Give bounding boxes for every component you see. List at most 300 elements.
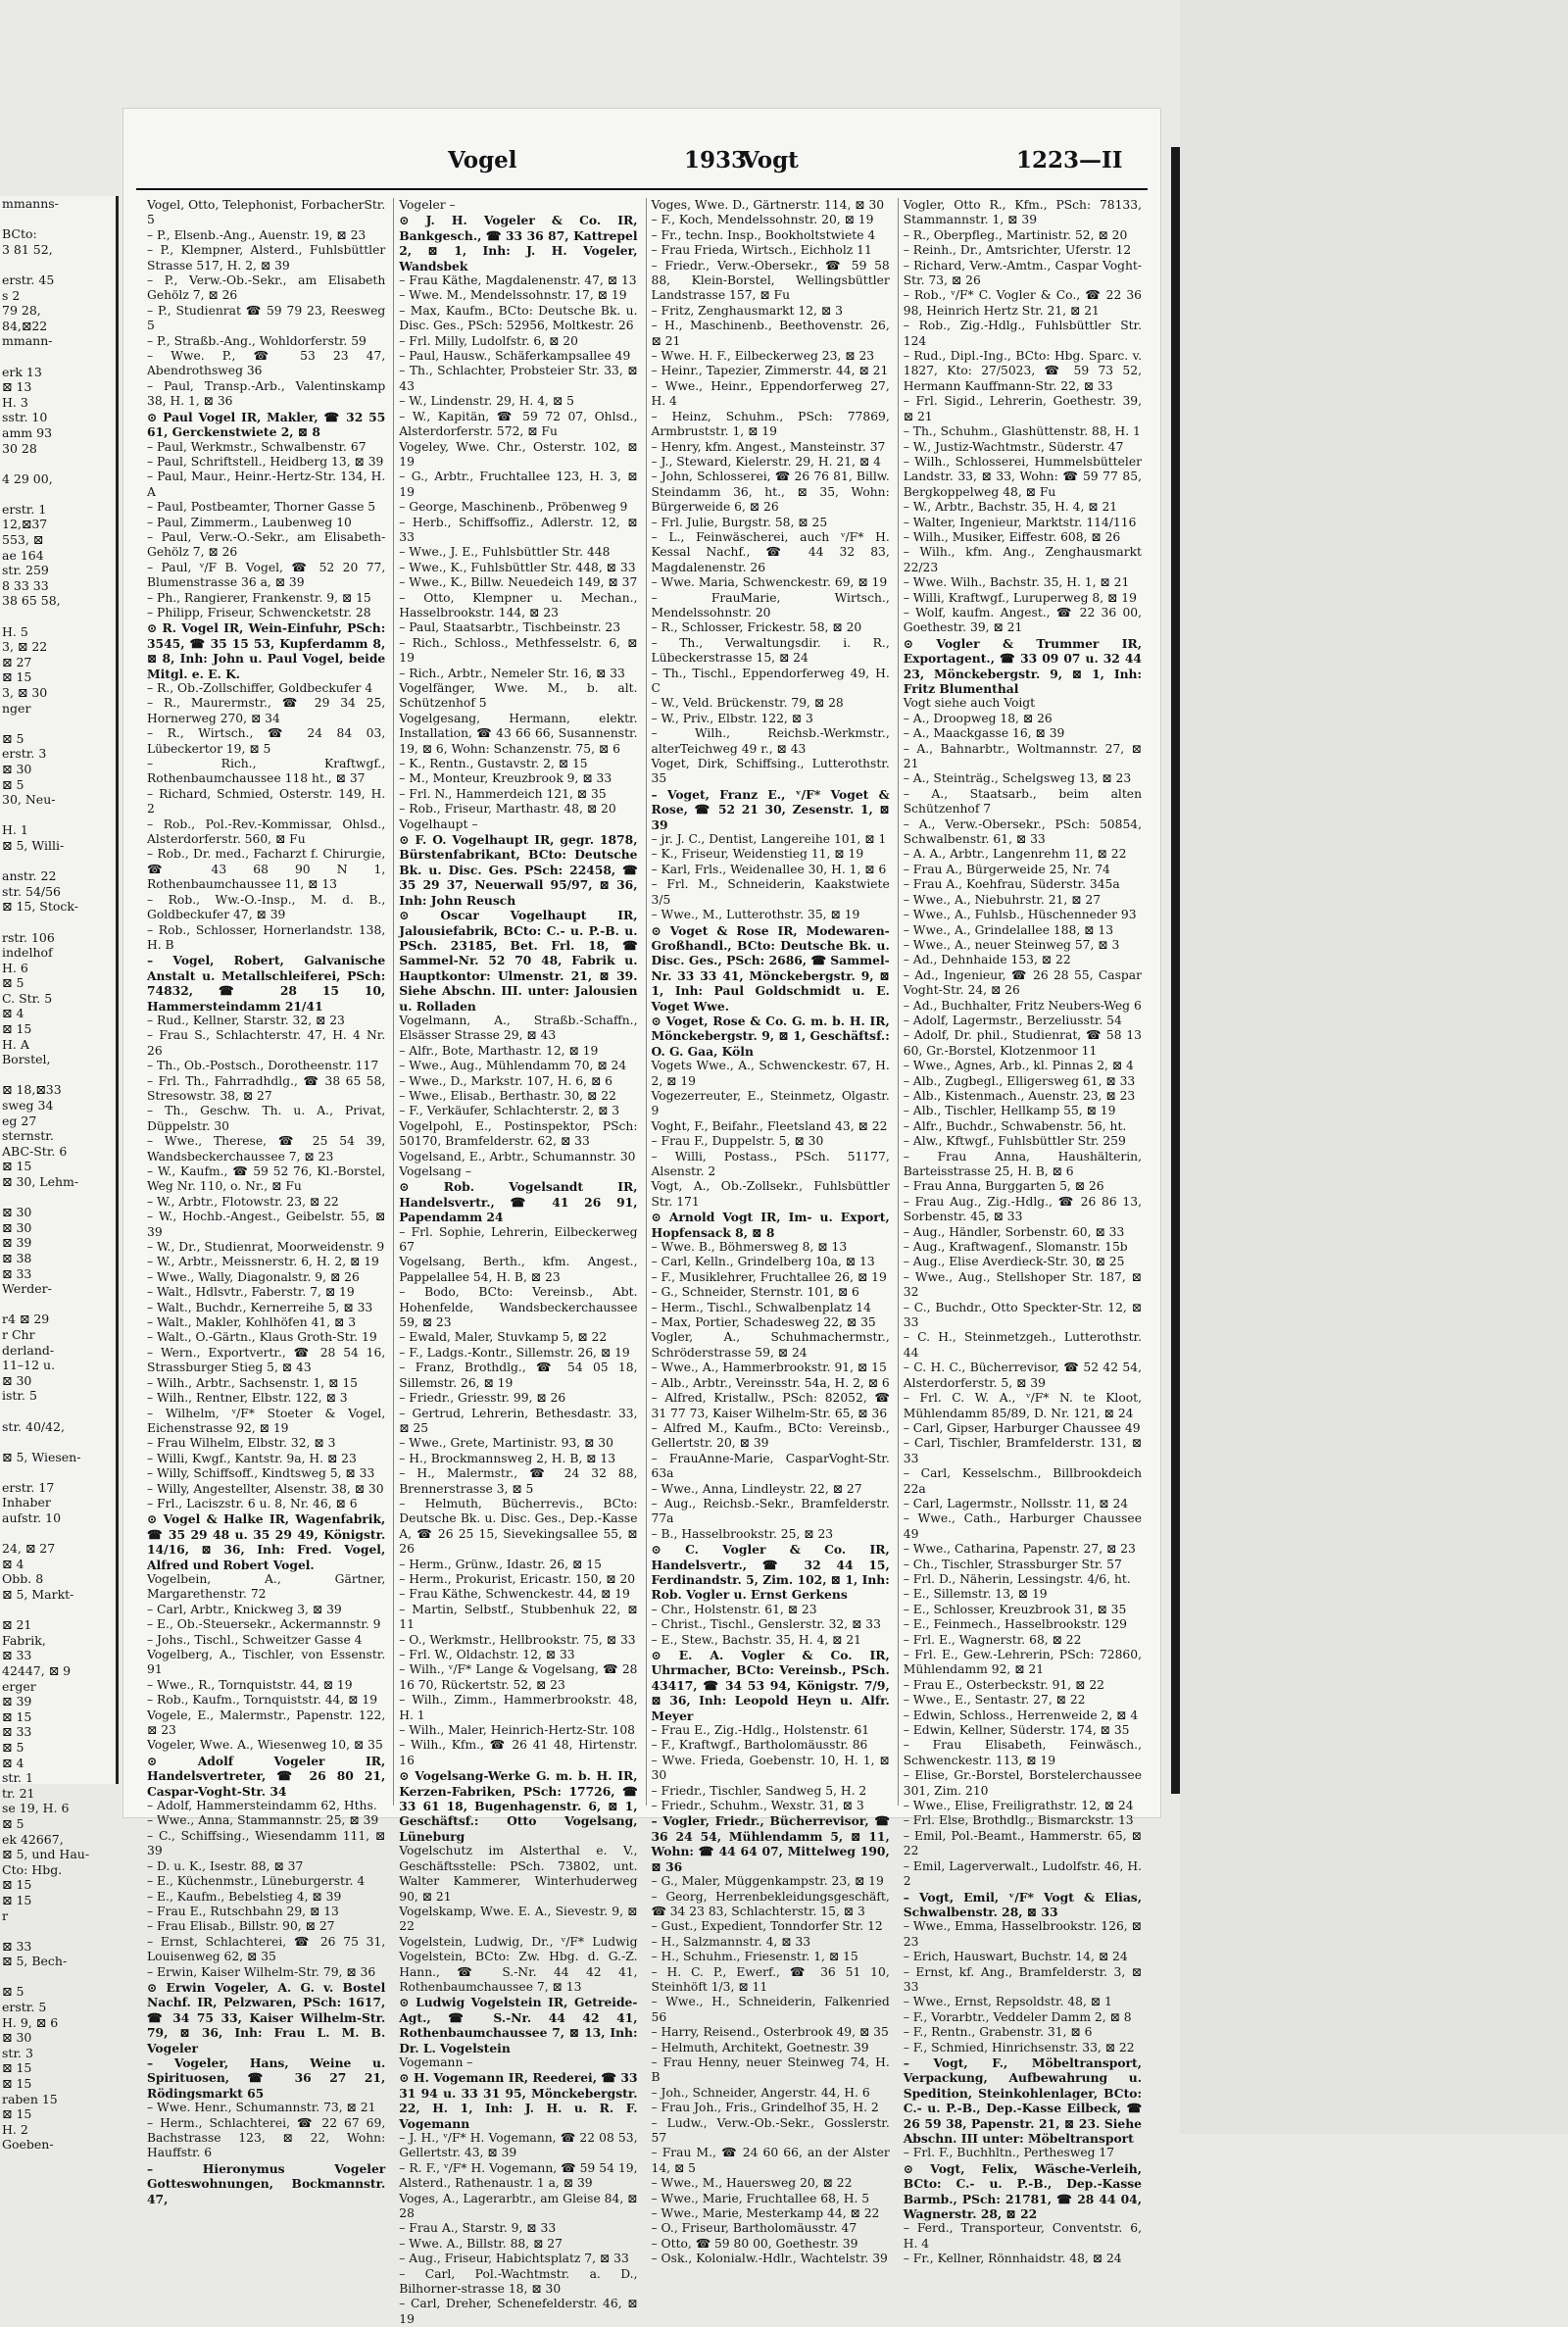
fragment-line: 30, Neu- [2, 792, 56, 808]
fragment-line: derland- [2, 1342, 55, 1358]
fragment-line: sternstr. [2, 1128, 54, 1144]
directory-entry: – Th., Tischl., Eppendorferweg 49, H. C [651, 666, 890, 695]
fragment-line [0, 1404, 116, 1419]
fragment-line [0, 456, 116, 471]
directory-entry: – Frau Aug., Zig.-Hdlg., ☎ 26 86 13, Sorbenstr. 45, ⊠ 33 [903, 1194, 1142, 1224]
directory-entry: – Frl. M., Schneiderin, Kaakstwiete 3/5 [651, 877, 890, 907]
directory-entry: – Paul, Transp.-Arb., Valentinskamp 38, H. 1, ⊠ 36 [147, 378, 386, 409]
fragment-line: ⊠ 4 [2, 1006, 24, 1021]
directory-entry: – Carl, Arbtr., Knickweg 3, ⊠ 39 [147, 1602, 342, 1616]
fragment-line: ⊠ 4 [2, 1755, 24, 1770]
directory-entry: – Wwe., D., Markstr. 107, H. 6, ⊠ 6 [399, 1073, 612, 1088]
fragment-line: 8 33 33 [2, 577, 49, 593]
directory-entry: – E., Stew., Bachstr. 35, H. 4, ⊠ 21 [651, 1632, 861, 1647]
directory-entry: – Frau A., Koehfrau, Süderstr. 345a [903, 877, 1120, 892]
directory-entry: – Frl. Sophie, Lehrerin, Eilbeckerweg 67 [399, 1224, 638, 1255]
directory-entry: – Paul, Hausw., Schäferkampsallee 49 [399, 349, 631, 364]
fragment-line: erstr. 3 [2, 746, 47, 762]
directory-entry: – Wwe. Wilh., Bachstr. 35, H. 1, ⊠ 21 [903, 575, 1130, 590]
directory-entry: – W., Hochb.-Angest., Geibelstr. 55, ⊠ 39 [147, 1210, 386, 1239]
directory-entry: ⊙ Vogelsang-Werke G. m. b. H. IR, Kerzen-Fabriken, PSch: 17726, ☎ 33 61 18, Bugenhagenstr. 6, ⊠ 1, Geschäftsf.: Otto Vogelsang, Lüneburg [399, 1768, 638, 1844]
directory-entry: Voget, Dirk, Schiffsing., Lutterothstr. 35 [651, 757, 890, 786]
directory-page [122, 108, 1161, 2326]
directory-entry: – Max, Portier, Schadesweg 22, ⊠ 35 [651, 1315, 876, 1330]
directory-entry: – Vogeler, Hans, Weine u. Spirituosen, ☎ 36 27 21, Rödingsmarkt 65 [147, 2055, 386, 2101]
fragment-line: ae 164 [2, 547, 44, 563]
fragment-line [0, 212, 116, 227]
directory-entry: – Wwe. A., Billstr. 88, ⊠ 27 [399, 2236, 563, 2251]
fragment-line [0, 1526, 116, 1542]
directory-entry: – A. A., Arbtr., Langenrehm 11, ⊠ 22 [903, 847, 1127, 862]
directory-entry: – Paul, ᵛ/F B. Vogel, ☎ 52 20 77, Blumenstrasse 36 a, ⊠ 39 [147, 560, 386, 590]
directory-entry: – Carl, Tischler, Bramfelderstr. 131, ⊠ 33 [903, 1436, 1142, 1465]
directory-entry: – Wilh., Rentner, Elbstr. 122, ⊠ 3 [147, 1391, 348, 1406]
directory-entry: – Frl. Th., Fahrradhdlg., ☎ 38 65 58, Stresowstr. 38, ⊠ 27 [147, 1073, 386, 1103]
page-edge-bar [1171, 147, 1180, 1794]
directory-entry: – Emil, Pol.-Beamt., Hammerstr. 65, ⊠ 22 [903, 1828, 1142, 1858]
directory-entry: – Wwe., Aug., Stellshoper Str. 187, ⊠ 32 [903, 1269, 1142, 1300]
directory-entry: – Osk., Kolonialw.-Hdlr., Wachtelstr. 39 [651, 2252, 888, 2266]
directory-entry: Vogelsang – [399, 1164, 471, 1178]
directory-entry: – Th., Geschw. Th. u. A., Privat, Düppelstr. 30 [147, 1104, 386, 1133]
directory-entry: – Helmuth, Bücherrevis., BCto: Deutsche Bk. u. Disc. Ges., Dep.-Kasse A, ☎ 26 25 15, Sievekingsallee 55, ⊠ 26 [399, 1496, 638, 1557]
directory-entry: – Th., Verwaltungsdir. i. R., Lübeckerstrasse 15, ⊠ 24 [651, 635, 890, 666]
fragment-line: mmanns- [2, 196, 59, 211]
directory-entry: – C., Schiffsing., Wiesendamm 111, ⊠ 39 [147, 1828, 386, 1858]
directory-entry: – Frl., Laciszstr. 6 u. 8, Nr. 46, ⊠ 6 [147, 1496, 358, 1510]
directory-entry: – Frl. Sigid., Lehrerin, Goethestr. 39, ⊠ 21 [903, 394, 1142, 423]
fragment-line: H. 6 [2, 960, 28, 975]
directory-entry: – Aug., Reichsb.-Sekr., Bramfelderstr. 77a [651, 1496, 890, 1526]
fragment-line: Inhaber [2, 1495, 51, 1510]
page-shadow [1180, 0, 1568, 2134]
directory-entry: – H., Brockmannsweg 2, H. B, ⊠ 13 [399, 1451, 616, 1465]
directory-entry: – Frl. F., Buchhltn., Perthesweg 17 [903, 2146, 1115, 2160]
directory-entry: – Wilhelm, ᵛ/F* Stoeter & Vogel, Eichenstrasse 92, ⊠ 19 [147, 1406, 386, 1435]
directory-entry: – R., Ob.-Zollschiffer, Goldbeckufer 4 [147, 681, 373, 695]
directory-entry: – Frl. C. W. A., ᵛ/F* N. te Kloot, Mühlendamm 85/89, D. Nr. 121, ⊠ 24 [903, 1391, 1142, 1420]
fragment-line: erstr. 45 [2, 272, 55, 287]
directory-entry: – Wwe., Heinr., Eppendorferweg 27, H. 4 [651, 378, 890, 409]
directory-entry: – Wwe., M., Hauersweg 20, ⊠ 22 [651, 2176, 853, 2191]
directory-entry: – Frau A., Bürgerweide 25, Nr. 74 [903, 862, 1110, 876]
fragment-line: Werder- [2, 1281, 52, 1297]
directory-entry: – Willi, Kraftwgf., Luruperweg 8, ⊠ 19 [903, 590, 1137, 605]
directory-entry: – Paul, Werkmstr., Schwalbenstr. 67 [147, 439, 367, 454]
fragment-line: 553, ⊠ [2, 532, 44, 548]
directory-entry: – Max, Kaufm., BCto: Deutsche Bk. u. Disc. Ges., PSch: 52956, Moltkestr. 26 [399, 303, 638, 333]
header-right-name: Vogt [742, 147, 799, 173]
directory-entry: – Fritz, Zenghausmarkt 12, ⊠ 3 [651, 303, 843, 318]
fragment-line: ⊠ 5, Bech- [2, 1954, 68, 1969]
directory-entry: Vogezerreuter, E., Steinmetz, Olgastr. 9 [651, 1088, 890, 1118]
directory-entry: – Rob., Zig.-Hdlg., Fuhlsbüttler Str. 124 [903, 319, 1142, 348]
fragment-line: erstr. 5 [2, 2000, 47, 2015]
fragment-line: ⊠ 5 [2, 776, 24, 792]
directory-entry: – Wilh., Musiker, Eiffestr. 608, ⊠ 26 [903, 529, 1121, 544]
directory-entry: Vogt siehe auch Voigt [903, 696, 1036, 711]
directory-entry: – Ludw., Verw.-Ob.-Sekr., Gosslerstr. 57 [651, 2115, 890, 2145]
directory-entry: ⊙ Ludwig Vogelstein IR, Getreide-Agt., ☎ S.-Nr. 44 42 41, Rothenbaumchaussee 7, ⊠ 13, Inh: Dr. L. Vogelstein [399, 1995, 638, 2055]
directory-entry: – Aug., Händler, Sorbenstr. 60, ⊠ 33 [903, 1224, 1125, 1239]
directory-entry: – D. u. K., Isestr. 88, ⊠ 37 [147, 1858, 304, 1873]
directory-entry: – Alfr., Bote, Marthastr. 12, ⊠ 19 [399, 1043, 599, 1058]
directory-entry: – F., Verkäufer, Schlachterstr. 2, ⊠ 3 [399, 1104, 620, 1118]
directory-entry: – Vogt, Emil, ᵛ/F* Vogt & Elias, Schwalbenstr. 28, ⊠ 33 [903, 1889, 1142, 1919]
directory-entry: – M., Monteur, Kreuzbrook 9, ⊠ 33 [399, 771, 612, 786]
directory-entry: – Wwe., J. E., Fuhlsbüttler Str. 448 [399, 545, 611, 560]
directory-entry: – Paul, Zimmerm., Laubenweg 10 [147, 515, 352, 529]
directory-entry: ⊙ J. H. Vogeler & Co. IR, Bankgesch., ☎ 33 36 87, Kattrepel 2, ⊠ 1, Inh: J. H. Vogeler, Wandsbek [399, 213, 638, 273]
directory-entry: Vogele, E., Malermstr., Papenstr. 122, ⊠ 23 [147, 1708, 386, 1738]
fragment-line: 30 28 [2, 440, 37, 456]
directory-entry: Vogler, A., Schuhmachermstr., Schröderstrasse 59, ⊠ 24 [651, 1330, 890, 1360]
directory-entry: ⊙ Paul Vogel IR, Makler, ☎ 32 55 61, Gerckenstwiete 2, ⊠ 8 [147, 409, 386, 440]
directory-entry: Vogelhaupt – [399, 817, 478, 831]
directory-entry: – W., Kapitän, ☎ 59 72 07, Ohlsd., Alsterdorferstr. 572, ⊠ Fu [399, 409, 638, 439]
directory-entry: – Erwin, Kaiser Wilhelm-Str. 79, ⊠ 36 [147, 1964, 376, 1979]
directory-entry: – Wwe., A., Hammerbrookstr. 91, ⊠ 15 [651, 1361, 887, 1375]
directory-entry: – Frau A., Starstr. 9, ⊠ 33 [399, 2221, 557, 2236]
directory-entry: – Paul, Schriftstell., Heidberg 13, ⊠ 39 [147, 454, 384, 469]
directory-entry: – Frl. W., Oldachstr. 12, ⊠ 33 [399, 1648, 575, 1661]
directory-entry: Vogelschutz im Alsterthal e. V., Geschäftsstelle: PSch. 73802, unt. Walter Kammerer, Winterhuderweg 90, ⊠ 21 [399, 1844, 638, 1904]
directory-entry: – G., Schneider, Sternstr. 101, ⊠ 6 [651, 1285, 859, 1300]
directory-entry: – E., Ob.-Steuersekr., Ackermannstr. 9 [147, 1617, 381, 1632]
directory-entry: – Harry, Reisend., Osterbrook 49, ⊠ 35 [651, 2025, 889, 2040]
directory-entry: – Edwin, Kellner, Süderstr. 174, ⊠ 35 [903, 1723, 1130, 1738]
fragment-line: tr. 21 [2, 1785, 35, 1801]
fragment-line: rstr. 106 [2, 929, 55, 945]
directory-entry: – A., Bahnarbtr., Woltmannstr. 27, ⊠ 21 [903, 741, 1142, 771]
fragment-line [0, 349, 116, 365]
fragment-line: ⊠ 21 [2, 1617, 32, 1633]
directory-entry: ⊙ Arnold Vogt IR, Im- u. Export, Hopfensack 8, ⊠ 8 [651, 1210, 890, 1240]
directory-entry: – Otto, ☎ 59 80 00, Goethestr. 39 [651, 2236, 858, 2251]
directory-entry: – Rob., Friseur, Marthastr. 48, ⊠ 20 [399, 802, 616, 817]
directory-entry: – Emil, Lagerverwalt., Ludolfstr. 46, H. 2 [903, 1858, 1142, 1889]
directory-entry: – Paul, Verw.-O.-Sekr., am Elisabeth-Gehölz 7, ⊠ 26 [147, 529, 386, 560]
directory-entry: – Wwe., E., Sentastr. 27, ⊠ 22 [903, 1693, 1086, 1708]
directory-entry: – Wwe., A., Grindelallee 188, ⊠ 13 [903, 922, 1114, 937]
directory-entry: – P., Studienrat ☎ 59 79 23, Reesweg 5 [147, 303, 386, 333]
directory-entry: – Rud., Kellner, Starstr. 32, ⊠ 23 [147, 1013, 345, 1027]
directory-entry: – H., Salzmannstr. 4, ⊠ 33 [651, 1934, 811, 1949]
directory-entry: – F., Koch, Mendelssohnstr. 20, ⊠ 19 [651, 213, 874, 227]
directory-entry: – Erich, Hauswart, Buchstr. 14, ⊠ 24 [903, 1950, 1128, 1964]
directory-entry: – Alb., Arbtr., Vereinsstr. 54a, H. 2, ⊠ 6 [651, 1375, 890, 1390]
directory-entry: – Th., Schlachter, Probsteier Str. 33, ⊠ 43 [399, 364, 638, 393]
fragment-line: sstr. 10 [2, 410, 48, 425]
directory-entry: – Th., Ob.-Postsch., Dorotheenstr. 117 [147, 1059, 379, 1073]
directory-entry: – Ad., Buchhalter, Fritz Neubers-Weg 6 [903, 998, 1142, 1013]
directory-entry: – Chr., Holstenstr. 61, ⊠ 23 [651, 1602, 817, 1616]
directory-entry: ⊙ Vogler & Trummer IR, Exportagent., ☎ 33 09 07 u. 32 44 23, Mönckebergstr. 9, ⊠ 1, Inh: Fritz Blumenthal [903, 635, 1142, 696]
fragment-line: Fabrik, [2, 1632, 46, 1648]
directory-entry: – Vogler, Friedr., Bücherrevisor, ☎ 36 24 54, Mühlendamm 5, ⊠ 11, Wohn: ☎ 44 64 07, Mittelweg 190, ⊠ 36 [651, 1813, 890, 1874]
directory-entry: – Walt., Makler, Kohlhöfen 41, ⊠ 3 [147, 1315, 357, 1330]
directory-entry: – Alb., Kistenmach., Auenstr. 23, ⊠ 23 [903, 1088, 1136, 1103]
directory-entry: – Wwe. Frieda, Goebenstr. 10, H. 1, ⊠ 30 [651, 1753, 890, 1783]
directory-entry: – G., Maler, Müggenkampstr. 23, ⊠ 19 [651, 1874, 884, 1889]
directory-entry: – Heinr., Tapezier, Zimmerstr. 44, ⊠ 21 [651, 364, 889, 378]
fragment-line: Cto: Hbg. [2, 1861, 63, 1877]
directory-entry: – Rud., Dipl.-Ing., BCto: Hbg. Sparc. v. 1827, Kto: 27/5023, ☎ 59 73 52, Hermann Kauffmann-Str. 22, ⊠ 33 [903, 349, 1142, 393]
fragment-line: ⊠ 4 [2, 1556, 24, 1571]
fragment-line: str. 3 [2, 2045, 33, 2060]
directory-entry: – Frau F., Duppelstr. 5, ⊠ 30 [651, 1134, 824, 1149]
directory-entry: – Carl, Kelln., Grindelberg 10a, ⊠ 13 [651, 1255, 875, 1269]
directory-entry: – Rob., Pol.-Rev.-Kommissar, Ohlsd., Alsterdorferstr. 560, ⊠ Fu [147, 817, 386, 847]
directory-entry: – Adolf, Lagermstr., Berzeliusstr. 54 [903, 1013, 1122, 1027]
directory-entry: – W., Justiz-Wachtmstr., Süderstr. 47 [903, 439, 1124, 454]
directory-entry: – Frau E., Osterbeckstr. 91, ⊠ 22 [903, 1677, 1104, 1692]
fragment-line: Obb. 8 [2, 1571, 44, 1587]
directory-entry: – Wwe. Maria, Schwenckestr. 69, ⊠ 19 [651, 575, 888, 590]
directory-entry: – Otto, Klempner u. Mechan., Hasselbrookstr. 144, ⊠ 23 [399, 590, 638, 619]
directory-entry: – Georg, Herrenbekleidungsgeschäft, ☎ 34 23 83, Schlachterstr. 15, ⊠ 3 [651, 1889, 890, 1918]
fragment-line: erstr. 1 [2, 501, 47, 517]
directory-entry: – E., Küchenmstr., Lüneburgerstr. 4 [147, 1874, 366, 1889]
directory-entry: – Wwe. M., Mendelssohnstr. 17, ⊠ 19 [399, 288, 627, 303]
fragment-line: 3, ⊠ 30 [2, 685, 48, 700]
directory-entry: – Paul, Postbeamter, Thorner Gasse 5 [147, 500, 376, 515]
directory-entry: – Wwe., Aug., Mühlendamm 70, ⊠ 24 [399, 1059, 627, 1073]
fragment-line: ⊠ 38 [2, 1250, 32, 1265]
directory-entry: Vogelsand, E., Arbtr., Schumannstr. 30 [399, 1149, 636, 1164]
directory-entry: – Wwe., Marie, Fruchtallee 68, H. 5 [651, 2191, 870, 2205]
directory-entry: ⊙ Erwin Vogeler, A. G. v. Bostel Nachf. IR, Pelzwaren, PSch: 1617, ☎ 34 75 33, Kaiser Wilhelm-Str. 79, ⊠ 36, Inh: Frau L. M. B. Vogeler [147, 1979, 386, 2055]
fragment-line: 79 28, [2, 303, 41, 319]
directory-entry: – Frl. Milly, Ludolfstr. 6, ⊠ 20 [399, 333, 578, 348]
directory-entry: – John, Schlosserei, ☎ 26 76 81, Billw. Steindamm 36, ht., ⊠ 35, Wohn: Bürgerweide 6, ⊠ 26 [651, 470, 890, 515]
directory-entry: – H., Maschinenb., Beethovenstr. 26, ⊠ 21 [651, 319, 890, 348]
fragment-line: ⊠ 39 [2, 1694, 32, 1709]
column-2 [393, 198, 638, 2326]
fragment-line: H. 1 [2, 822, 28, 838]
directory-entry: – Wwe., Therese, ☎ 25 54 39, Wandsbeckerchaussee 7, ⊠ 23 [147, 1134, 386, 1164]
fragment-line: r Chr [2, 1326, 35, 1342]
directory-entry: – P., Klempner, Alsterd., Fuhlsbüttler Strasse 517, H. 2, ⊠ 39 [147, 243, 386, 272]
directory-entry: – Wwe., K., Fuhlsbüttler Str. 448, ⊠ 33 [399, 560, 636, 574]
fragment-line: str. 259 [2, 563, 49, 578]
fragment-line: r [2, 1907, 8, 1923]
directory-entry: – Herm., Tischl., Schwalbenplatz 14 [651, 1300, 871, 1314]
directory-entry: Vogeley, Wwe. Chr., Osterstr. 102, ⊠ 19 [399, 439, 638, 469]
directory-entry: – Ph., Rangierer, Frankenstr. 9, ⊠ 15 [147, 590, 371, 605]
directory-entry: – Carl, Kesselschm., Billbrookdeich 22a [903, 1466, 1142, 1496]
directory-entry: – R., Wirtsch., ☎ 24 84 03, Lübeckertor 19, ⊠ 5 [147, 726, 386, 756]
directory-entry: – Frau E., Zig.-Hdlg., Holstenstr. 61 [651, 1723, 870, 1738]
header-left-name: Vogel [448, 147, 517, 173]
fragment-line: ⊠ 5 [2, 1739, 24, 1755]
directory-entry: ⊙ F. O. Vogelhaupt IR, gegr. 1878, Bürstenfabrikant, BCto: Deutsche Bk. u. Disc. Ges. PSch: 22458, ☎ 35 29 37, Neuerwall 95/97, ⊠ 36, Inh: John Reusch [399, 832, 638, 908]
directory-entry: – Frau Elisab., Billstr. 90, ⊠ 27 [147, 1919, 335, 1934]
directory-entry: – Herb., Schiffsoffiz., Adlerstr. 12, ⊠ 33 [399, 515, 638, 544]
fragment-line: BCto: [2, 226, 37, 242]
fragment-line: ⊠ 15 [2, 1708, 32, 1724]
fragment-line: ⊠ 5, Markt- [2, 1587, 74, 1603]
directory-entry: – Wilh., Schlosserei, Hummelsbütteler Landstr. 33, ⊠ 33, Wohn: ☎ 59 77 85, Bergkoppelweg 48, ⊠ Fu [903, 454, 1142, 499]
fragment-line: ⊠ 39 [2, 1235, 32, 1251]
directory-entry: – Walt., O.-Gärtn., Klaus Groth-Str. 19 [147, 1330, 377, 1345]
fragment-line [0, 609, 116, 624]
directory-entry: – R. F., ᵛ/F* H. Vogemann, ☎ 59 54 19, Alsterd., Rathenaustr. 1 a, ⊠ 39 [399, 2160, 638, 2191]
directory-entry: – Wwe., M., Lutterothstr. 35, ⊠ 19 [651, 908, 860, 922]
fragment-line: ⊠ 33 [2, 1938, 32, 1954]
directory-entry: – Alw., Kftwgf., Fuhlsbüttler Str. 259 [903, 1134, 1126, 1149]
directory-entry: Vogelskamp, Wwe. E. A., Sievestr. 9, ⊠ 22 [399, 1904, 638, 1934]
directory-entry: – Christ., Tischl., Genslerstr. 32, ⊠ 33 [651, 1617, 881, 1632]
directory-entry: Voges, A., Lagerarbtr., am Gleise 84, ⊠ 28 [399, 2191, 638, 2221]
directory-entry: – Ernst, kf. Ang., Bramfelderstr. 3, ⊠ 33 [903, 1964, 1142, 1994]
fragment-line: s 2 [2, 287, 21, 303]
directory-entry: – Richard, Verw.-Amtm., Caspar Voght-Str. 73, ⊠ 26 [903, 258, 1142, 288]
fragment-line: ⊠ 33 [2, 1265, 32, 1281]
fragment-line: amm 93 [2, 424, 53, 440]
directory-entry: – Wwe., Catharina, Papenstr. 27, ⊠ 23 [903, 1542, 1136, 1557]
directory-entry: – Herm., Schlachterei, ☎ 22 67 69, Bachstrasse 123, ⊠ 22, Wohn: Hauffstr. 6 [147, 2115, 386, 2160]
directory-entry: – Frau S., Schlachterstr. 47, H. 4 Nr. 26 [147, 1028, 386, 1058]
directory-entry: – E., Feinmech., Hasselbrookstr. 129 [903, 1617, 1127, 1632]
directory-entry: ⊙ H. Vogemann IR, Reederei, ☎ 33 31 94 u. 33 31 95, Mönckebergstr. 22, H. 1, Inh: J. H. u. R. F. Vogemann [399, 2070, 638, 2131]
directory-entry: ⊙ Voget, Rose & Co. G. m. b. H. IR, Mönckebergstr. 9, ⊠ 1, Geschäftsf.: O. G. Gaa, Köln [651, 1013, 890, 1059]
directory-entry: – Wwe., H., Schneiderin, Falkenried 56 [651, 1995, 890, 2024]
directory-entry: – Elise, Gr.-Borstel, Borstelerchaussee 301, Zim. 210 [903, 1768, 1142, 1798]
directory-entry: Vogelmann, A., Straßb.-Schaffn., Elsässer Strasse 29, ⊠ 43 [399, 1013, 638, 1043]
directory-entry: – Reinh., Dr., Amtsrichter, Uferstr. 12 [903, 243, 1132, 258]
directory-entry: – P., Straßb.-Ang., Wohldorferstr. 59 [147, 333, 367, 348]
fragment-line: ek 42667, [2, 1831, 64, 1847]
directory-entry: – Paul, Maur., Heinr.-Hertz-Str. 134, H. A [147, 470, 386, 499]
directory-entry: – Friedr., Schuhm., Wexstr. 31, ⊠ 3 [651, 1799, 864, 1813]
directory-entry: – W., Arbtr., Meissnerstr. 6, H. 2, ⊠ 19 [147, 1255, 379, 1269]
directory-entry: – W., Dr., Studienrat, Moorweidenstr. 9 [147, 1240, 385, 1255]
directory-entry: – Walter, Ingenieur, Marktstr. 114/116 [903, 515, 1137, 529]
fragment-line: ⊠ 13 [2, 379, 32, 395]
directory-entry: – Adolf, Dr. phil., Studienrat, ☎ 58 13 60, Gr.-Borstel, Klotzenmoor 11 [903, 1028, 1142, 1058]
directory-entry: – Vogel, Robert, Galvanische Anstalt u. Metallschleiferei, PSch: 74832, ☎ 28 15 10, Hammersteindamm 21/41 [147, 953, 386, 1014]
fragment-line [0, 1297, 116, 1312]
directory-entry: – Frau Anna, Burggarten 5, ⊠ 26 [903, 1179, 1104, 1194]
directory-entry: – O., Friseur, Bartholomäusstr. 47 [651, 2221, 858, 2236]
directory-entry: – B., Hasselbrookstr. 25, ⊠ 23 [651, 1526, 834, 1541]
fragment-line: erstr. 17 [2, 1479, 55, 1495]
directory-entry: – Henry, kfm. Angest., Mansteinstr. 37 [651, 439, 886, 454]
directory-entry: Vogelsang, Berth., kfm. Angest., Pappelallee 54, H. B, ⊠ 23 [399, 1255, 638, 1284]
directory-entry: – Karl, Frls., Weidenallee 30, H. 1, ⊠ 6 [651, 862, 887, 876]
fragment-line: ⊠ 27 [2, 654, 32, 669]
directory-entry: Vogets Wwe., A., Schwenckestr. 67, H. 2, ⊠ 19 [651, 1059, 890, 1088]
directory-entry: – Th., Schuhm., Glashüttenstr. 88, H. 1 [903, 424, 1141, 439]
directory-entry: – Wwe., Marie, Mesterkamp 44, ⊠ 22 [651, 2206, 880, 2221]
directory-entry: Vogler, Otto R., Kfm., PSch: 78133, Stammannstr. 1, ⊠ 39 [903, 198, 1142, 227]
column-1 [142, 198, 386, 2206]
directory-entry: – Ad., Dehnhaide 153, ⊠ 22 [903, 953, 1071, 967]
fragment-line: Borstel, [2, 1052, 51, 1067]
directory-entry: – Martin, Selbstf., Stubbenhuk 22, ⊠ 11 [399, 1602, 638, 1632]
fragment-line: 12,⊠37 [2, 517, 48, 532]
directory-entry: – R., Schlosser, Frickestr. 58, ⊠ 20 [651, 620, 862, 635]
fragment-line: H. 9, ⊠ 6 [2, 2014, 59, 2030]
directory-entry: – Wwe. B., Böhmersweg 8, ⊠ 13 [651, 1240, 848, 1255]
directory-entry: – Wwe., Cath., Harburger Chaussee 49 [903, 1511, 1142, 1541]
fragment-line [0, 1464, 116, 1480]
fragment-line: se 19, H. 6 [2, 1801, 70, 1816]
fragment-line: ⊠ 15 [2, 1021, 32, 1037]
directory-entry: – Frau Anna, Haushälterin, Barteisstrasse 25, H. B, ⊠ 6 [903, 1149, 1142, 1178]
fragment-line: ⊠ 15 [2, 669, 32, 685]
fragment-line: 42447, ⊠ 9 [2, 1663, 72, 1678]
directory-entry: – F., Ladgs.-Kontr., Sillemstr. 26, ⊠ 19 [399, 1345, 630, 1360]
fragment-line: ⊠ 15 [2, 2060, 32, 2076]
fragment-line: C. Str. 5 [2, 990, 53, 1006]
directory-entry: – W., Lindenstr. 29, H. 4, ⊠ 5 [399, 394, 574, 409]
directory-entry: – A., Droopweg 18, ⊠ 26 [903, 711, 1053, 725]
directory-entry: – Willy, Schiffsoff., Kindtsweg 5, ⊠ 33 [147, 1466, 375, 1481]
directory-entry: Vogeler – [399, 198, 456, 212]
directory-entry: Voges, Wwe. D., Gärtnerstr. 114, ⊠ 30 [651, 198, 885, 212]
directory-entry: – Fr., techn. Insp., Bookholtstwiete 4 [651, 227, 876, 242]
directory-entry: – Alb., Tischler, Hellkamp 55, ⊠ 19 [903, 1104, 1116, 1118]
fragment-line [0, 716, 116, 731]
directory-entry: ⊙ E. A. Vogler & Co. IR, Uhrmacher, BCto: Vereinsb., PSch. 43417, ☎ 34 53 94, Königstr. 7/9, ⊠ 36, Inh: Leopold Heyn u. Alfr. Meyer [651, 1648, 890, 1723]
directory-entry: – Rich., Kraftwgf., Rothenbaumchaussee 118 ht., ⊠ 37 [147, 757, 386, 786]
directory-entry: – H. C. P., Ewerf., ☎ 36 51 10, Steinhöft 1/3, ⊠ 11 [651, 1964, 890, 1994]
directory-entry: – Wilh., Kfm., ☎ 26 41 48, Hirtenstr. 16 [399, 1738, 638, 1767]
directory-entry: Vogelstein, Ludwig, Dr., ᵛ/F* Ludwig Vogelstein, BCto: Zw. Hbg. d. G.-Z. Hann., ☎ S.-Nr. 44 42 41, Rothenbaumchaussee 7, ⊠ 13 [399, 1934, 638, 1994]
fragment-line: ⊠ 33 [2, 1724, 32, 1740]
directory-entry: – Frl. E., Wagnerstr. 68, ⊠ 22 [903, 1632, 1082, 1647]
directory-entry: – Heinz, Schuhm., PSch: 77869, Armbruststr. 1, ⊠ 19 [651, 409, 890, 439]
directory-entry: – Rob., ᵛ/F* C. Vogler & Co., ☎ 22 36 98, Heinrich Hertz Str. 21, ⊠ 21 [903, 288, 1142, 318]
fragment-line [0, 1434, 116, 1450]
directory-entry: – Friedr., Verw.-Obersekr., ☎ 59 58 88, Klein-Borstel, Wellingsbüttler Landstrasse 157, ⊠ Fu [651, 258, 890, 303]
directory-entry: – FrauMarie, Wirtsch., Mendelssohnstr. 20 [651, 590, 890, 619]
directory-entry: – Walt., Buchdr., Kernerreihe 5, ⊠ 33 [147, 1300, 373, 1314]
directory-entry: – Frl. Else, Brothdlg., Bismarckstr. 13 [903, 1813, 1134, 1828]
directory-entry: – A., Verw.-Obersekr., PSch: 50854, Schwalbenstr. 61, ⊠ 33 [903, 817, 1142, 847]
fragment-line: ⊠ 15 [2, 1892, 32, 1907]
directory-entry: – Aug., Kraftwagenf., Slomanstr. 15b [903, 1240, 1128, 1255]
directory-entry: – Wwe., Grete, Martinistr. 93, ⊠ 30 [399, 1436, 613, 1451]
directory-entry: – Aug., Elise Averdieck-Str. 30, ⊠ 25 [903, 1255, 1125, 1269]
fragment-line: str. 40/42, [2, 1418, 65, 1434]
directory-entry: – Joh., Schneider, Angerstr. 44, H. 6 [651, 2085, 870, 2100]
directory-entry: – Vogt, F., Möbeltransport, Verpackung, Aufbewahrung u. Spedition, Steinkohlenlager, BCto: C.- u. P.-B., Dep.-Kasse Eilbeck, ☎ 26 59 38, Papenstr. 21, ⊠ 23. Siehe Abschn. III unter: Möbeltransport [903, 2055, 1142, 2146]
directory-entry: – W., Arbtr., Flotowstr. 23, ⊠ 22 [147, 1194, 339, 1209]
directory-entry: – Ernst, Schlachterei, ☎ 26 75 31, Louisenweg 62, ⊠ 35 [147, 1934, 386, 1964]
fragment-line: eg 27 [2, 1113, 37, 1128]
directory-entry: Vogemann – [399, 2055, 473, 2069]
directory-entry: – Frl. D., Näherin, Lessingstr. 4/6, ht. [903, 1571, 1131, 1586]
fragment-line [0, 1603, 116, 1618]
directory-entry: – Johs., Tischl., Schweitzer Gasse 4 [147, 1632, 363, 1647]
directory-entry: – O., Werkmstr., Hellbrookstr. 75, ⊠ 33 [399, 1632, 636, 1647]
directory-entry: – jr. J. C., Dentist, Langereihe 101, ⊠ 1 [651, 832, 887, 847]
fragment-line [0, 257, 116, 272]
directory-entry: – Hieronymus Vogeler Gotteswohnungen, Bockmannstr. 47, [147, 2160, 386, 2206]
fragment-line: ⊠ 15 [2, 1877, 32, 1893]
header-page-number: 1223—II [1016, 147, 1123, 173]
directory-entry: – Franz, Brothdlg., ☎ 54 05 18, Sillemstr. 26, ⊠ 19 [399, 1361, 638, 1390]
directory-entry: – Wwe., Emma, Hasselbrookstr. 126, ⊠ 23 [903, 1919, 1142, 1949]
fragment-line: ⊠ 30 [2, 1219, 32, 1235]
directory-entry: – Wwe., Ernst, Repsoldstr. 48, ⊠ 1 [903, 1995, 1112, 2009]
directory-entry: – Wwe., R., Tornquiststr. 44, ⊠ 19 [147, 1677, 353, 1692]
fragment-line [0, 915, 116, 930]
fragment-line: ⊠ 30 [2, 761, 32, 776]
